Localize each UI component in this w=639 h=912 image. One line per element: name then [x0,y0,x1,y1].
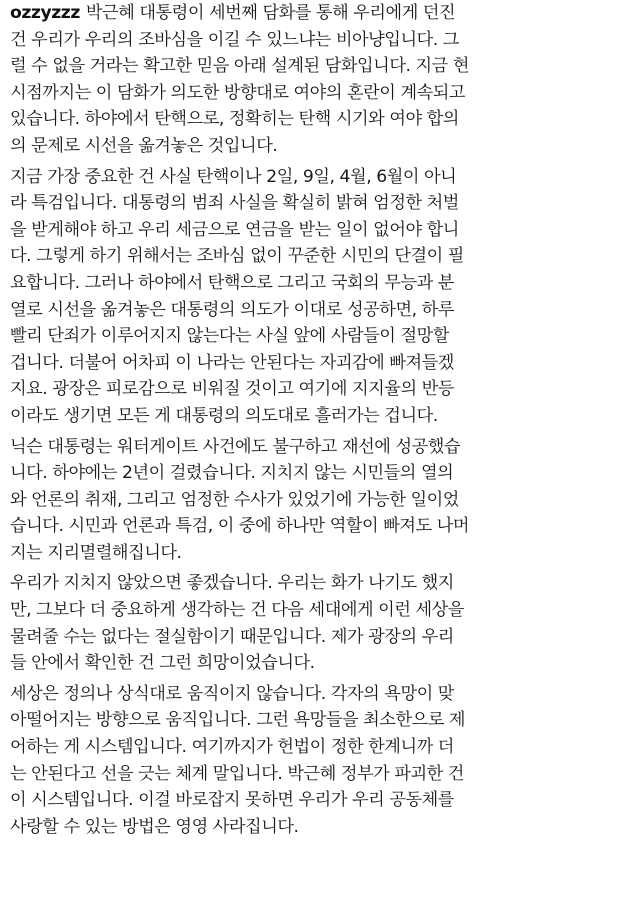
caption-paragraph-3: 닉슨 대통령는 워터게이트 사건에도 불구하고 재선에 성공했습 니다. 하야에는 2년이 걸렸습니다. 지치지 않는 시민들의 열의 와 언론의 취재, 그리고 엄정한 수사가 있었기에 가능한 일이었 습니다. 시민과 언론과 특검, 이 중에 하나만 역할이 빠져도 나머 지는 지리멸렬해집니다. [10,436,469,563]
caption-paragraph-2: 지금 가장 중요한 건 사실 탄핵이나 2일, 9일, 4월, 6월이 아니 라 특검입니다. 대통령의 범죄 사실을 확실히 밝혀 엄정한 처벌 을 받게해야 하고 우리 세금으로 연금을 받는 일이 없어야 합니 다. 그렇게 하기 위해서는 조바심 없이 꾸준한 시민의 단결이 필 요합니다. 그러나 하야에서 탄핵으로 그리고 국회의 무능과 분 열로 시선을 옮겨놓은 대통령의 의도가 이대로 성공하면, 하루 빨리 단죄가 이루어지지 않는다는 사실 앞에 사람들이 절망할 겁니다. 더불어 어차피 이 나라는 안된다는 자괴감에 빠져들겠 지요. 광장은 피로감으로 비워질 것이고 여기에 지지율의 반등 이라도 생기면 모든 게 대통령의 의도대로 흘러가는 겁니다. [10,166,464,426]
caption-paragraph-1 [10,0,633,160]
username[interactable]: ozzyzzz [10,3,80,23]
caption-paragraph-4: 우리가 지치지 않았으면 좋겠습니다. 우리는 화가 나기도 했지 만, 그보다 더 중요하게 생각하는 건 다음 세대에게 이런 세상을 물려줄 수는 없다는 절실함이기 때문입니다. 제가 광장의 우리 들 안에서 확인한 건 그런 희망이었습니다. [10,573,464,674]
caption-text: 박근혜 대통령이 세번째 담화를 통해 우리에게 던진 건 우리가 우리의 조바심을 이길 수 있느냐는 비아냥입니다. 그 럴 수 없을 거라는 확고한 믿음 아래 설계된 담화입니다. 지금 현 시점까지는 이 담화가 의도한 방향대로 여야의 혼란이 계속되고 있습니다. 하야에서 탄핵으로, 정확히는 탄핵 시기와 여야 합의 의 문제로 시선을 옮겨놓은 것입니다. [10,3,469,156]
caption-paragraph-5: 세상은 정의나 상식대로 움직이지 않습니다. 각자의 욕망이 맞 아떨어지는 방향으로 움직입니다. 그런 욕망들을 최소한으로 제 어하는 게 시스템입니다. 여기까지가 헌법이 정한 한계니까 더 는 안된다고 선을 긋는 체계 말입니다. 박근혜 정부가 파괴한 건 이 시스템입니다. 이걸 바로잡지 못하면 우리가 우리 공동체를 사랑할 수 있는 방법은 영영 사라집니다. [10,683,466,837]
